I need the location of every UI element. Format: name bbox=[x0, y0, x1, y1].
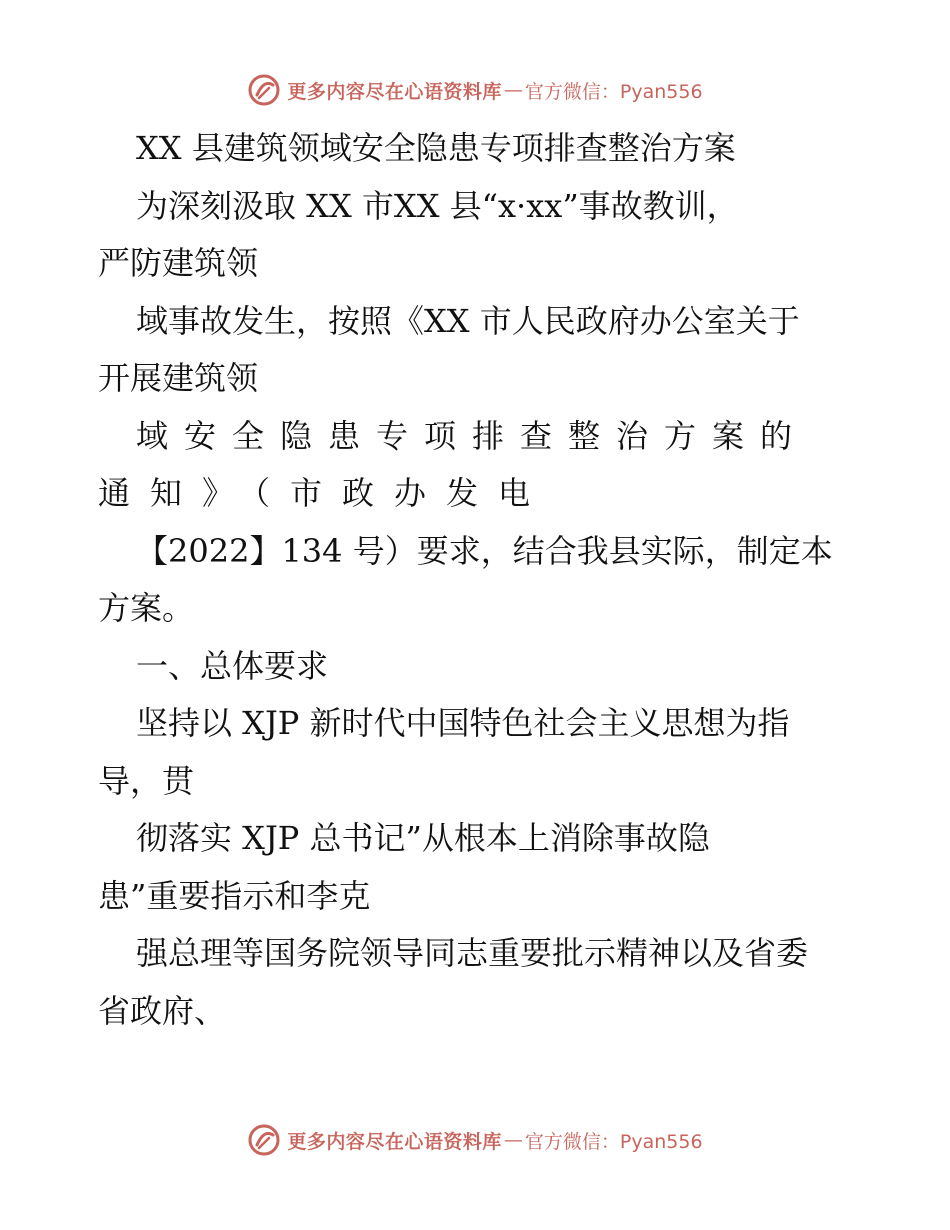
footer-watermark bbox=[0, 1120, 950, 1160]
watermark-suffix-text: 官方微信：Pyan556 bbox=[524, 1130, 703, 1153]
paragraph-line: 患”重要指示和李克 bbox=[98, 876, 371, 915]
paragraph-line: 严防建筑领 bbox=[98, 244, 259, 282]
watermark-main-text: 更多内容尽在心语资料库 bbox=[287, 1130, 502, 1153]
paragraph-line: 域事故发生，按照《XX 市人民政府办公室关于 bbox=[136, 301, 800, 340]
paragraph-line: 彻落实 XJP 总书记”从根本上消除事故隐 bbox=[136, 819, 710, 857]
paragraph-line: 方案。 bbox=[98, 589, 195, 627]
brand-logo-icon bbox=[247, 73, 281, 107]
paragraph-line: 通知》（市政办发电 bbox=[98, 474, 551, 512]
paragraph-line: 【2022】134 号）要求，结合我县实际，制定本 bbox=[136, 531, 833, 570]
watermark-separator: — bbox=[503, 1129, 523, 1151]
document-title: XX 县建筑领域安全隐患专项排查整治方案 bbox=[136, 129, 736, 167]
paragraph-line: 开展建筑领 bbox=[98, 359, 259, 397]
paragraph-line: 导，贯 bbox=[98, 761, 195, 800]
watermark-suffix-text: 官方微信：Pyan556 bbox=[524, 80, 703, 103]
section-heading: 一、总体要求 bbox=[136, 646, 329, 685]
paragraph-line: 省政府、 bbox=[98, 991, 227, 1030]
paragraph-line: 强总理等国务院领导同志重要批示精神以及省委 bbox=[136, 934, 809, 972]
paragraph-line: 域安全隐患专项排查整治方案的 bbox=[136, 416, 809, 455]
paragraph-line: 坚持以 XJP 新时代中国特色社会主义思想为指 bbox=[136, 704, 790, 742]
document-body bbox=[98, 120, 858, 1040]
brand-logo-icon bbox=[247, 1123, 281, 1157]
paragraph-line: 为深刻汲取 XX 市XX 县“x·xx”事故教训， bbox=[136, 186, 739, 225]
watermark-main-text: 更多内容尽在心语资料库 bbox=[287, 80, 502, 103]
watermark-separator: — bbox=[503, 79, 523, 101]
header-watermark bbox=[0, 70, 950, 110]
